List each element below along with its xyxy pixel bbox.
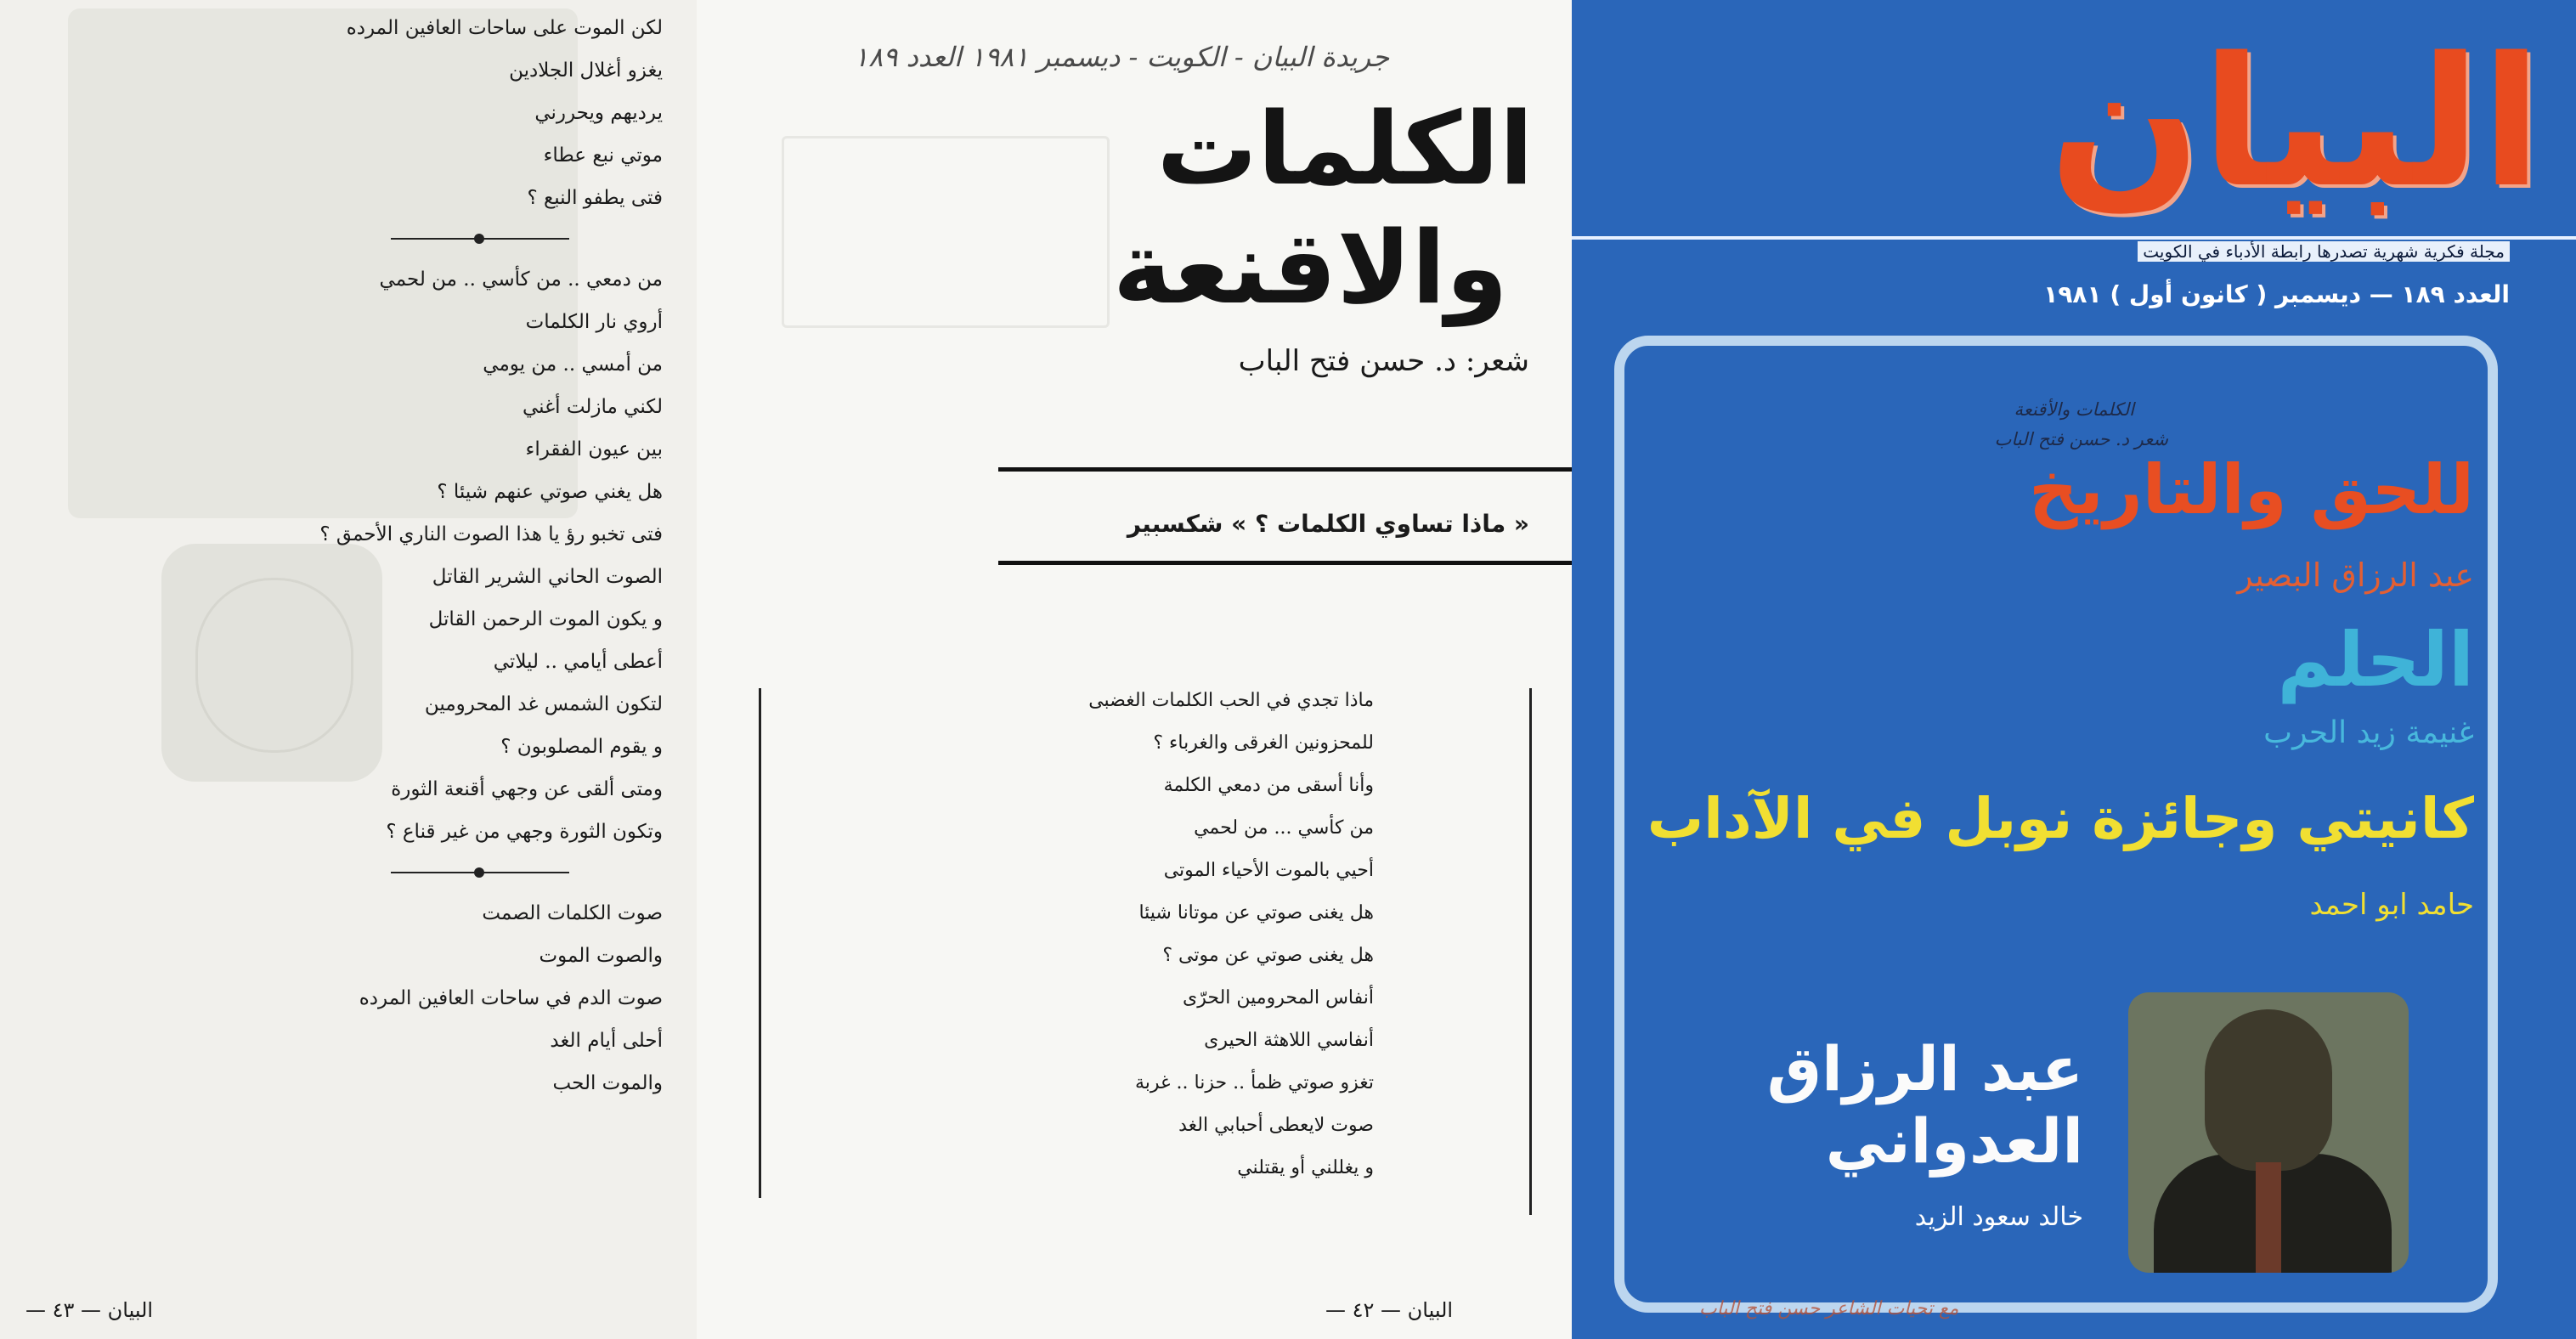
author-1: عبد الرزاق البصير: [2237, 557, 2474, 594]
handwritten-header: جريدة البيان - الكويت - ديسمبر ١٩٨١ العدد ١٨٩: [853, 41, 1390, 73]
headline-2: الحلم: [2277, 616, 2474, 703]
poem-line: وأنا أسقى من دمعي الكلمة: [1163, 775, 1374, 796]
article-title-line-1: الكلمات: [1156, 90, 1534, 207]
poem-line: أروي نار الكلمات: [525, 311, 663, 333]
middle-poem-column: [779, 680, 1374, 1189]
handwritten-note: الكلمات والأقنعة: [2014, 399, 2134, 420]
section-divider: [391, 226, 569, 251]
rule-bottom: [998, 561, 1572, 565]
poem-line: الصوت الحاني الشرير القاتل: [432, 566, 663, 588]
poem-line: والموت الحب: [552, 1072, 663, 1094]
poem-line: لتكون الشمس غد المحرومين: [424, 693, 663, 715]
poem-line: فتى تخبو رؤ يا هذا الصوت الناري الأحمق ؟: [319, 523, 663, 545]
poem-line: فتى يطفو النبع ؟: [527, 187, 663, 209]
section-divider: [391, 860, 569, 885]
poem-line: من أمسي .. من يومي: [483, 353, 663, 376]
poem-line: من كأسي ... من لحمي: [1194, 817, 1374, 839]
poem-line: ماذا تجدي في الحب الكلمات الغضبى: [1088, 690, 1374, 711]
handwritten-note: شعر د. حسن فتح الباب: [1994, 429, 2168, 449]
byline: شعر: د. حسن فتح الباب: [1238, 344, 1529, 378]
poem-line: يغزو أغلال الجلادين: [509, 59, 663, 82]
poem-line: أعطى أيامي .. ليلاتي: [493, 651, 663, 673]
poem-line: هل يغنى صوتي عن موتانا شيئا: [1138, 902, 1374, 924]
left-poem-column: [221, 7, 663, 1105]
poem-line: و يغللني أو يقتلني: [1237, 1157, 1374, 1178]
poem-line: صوت الكلمات الصمت: [482, 902, 663, 924]
poem-line: وتكون الثورة وجهي من غير قناع ؟: [386, 821, 663, 843]
poem-line: أنفاسي اللاهثة الحيرى: [1204, 1030, 1374, 1051]
poem-line: و يكون الموت الرحمن القاتل: [428, 608, 663, 630]
article-title-line-2: والاقنعة: [1112, 209, 1508, 326]
poem-line: ومتى ألقى عن وجهي أقنعة الثورة: [391, 778, 663, 800]
poem-line: صوت لايعطى أحبابي الغد: [1178, 1115, 1374, 1136]
poem-line: أنفاس المحرومين الحرّى: [1183, 987, 1374, 1008]
poem-line: أحلى أيام الغد: [550, 1030, 663, 1052]
rule-top: [998, 467, 1572, 472]
poem-line: بين عيون الفقراء: [525, 438, 663, 460]
portrait-photo: [2128, 992, 2409, 1273]
poem-line: يرديهم ويحررني: [534, 102, 663, 124]
left-page: [0, 0, 697, 1339]
issue-line: العدد ١٨٩ — ديسمبر ( كانون أول ) ١٩٨١: [2043, 280, 2510, 308]
poem-line: أحيي بالموت الأحياء الموتى: [1163, 860, 1374, 881]
poem-line: هل يغنى صوتي عن موتى ؟: [1162, 945, 1374, 966]
poem-line: والصوت الموت: [539, 945, 663, 967]
handwritten-dedication: مع تحيات الشاعر حسن فتح الباب: [1699, 1298, 1959, 1319]
poem-box-right-rule: [1529, 688, 1532, 1215]
author-3: حامد ابو احمد: [2309, 888, 2474, 922]
magazine-cover: [1572, 0, 2576, 1339]
masthead-rule: [1572, 236, 2576, 240]
page-number: البيان — ٤٢ —: [1325, 1298, 1454, 1322]
masthead-logo: البيان: [2048, 19, 2542, 227]
poem-line: هل يغني صوتي عنهم شيئا ؟: [437, 481, 663, 503]
headline-3: كانيتي وجائزة نوبل في الآداب: [1647, 786, 2474, 851]
masthead-subtitle: مجلة فكرية شهرية تصدرها رابطة الأدباء في الكويت: [2138, 241, 2510, 262]
poem-box-left-rule: [759, 688, 761, 1198]
author-2: غنيمة زيد الحرب: [2263, 715, 2474, 750]
author-4: خالد سعود الزيد: [1914, 1202, 2083, 1232]
poem-line: من دمعي .. من كأسي .. من لحمي: [379, 268, 663, 291]
epigraph: « ماذا تساوي الكلمات ؟ » شكسبير: [1127, 510, 1529, 538]
feature-name-line-2: العدواني: [1825, 1105, 2083, 1177]
poem-line: لكن الموت على ساحات العافين المرده: [346, 17, 663, 39]
poem-line: موتي نبع عطاء: [543, 144, 663, 167]
poem-line: تغزو صوتي ظمأ .. حزنا .. غربة: [1135, 1072, 1374, 1093]
poem-line: صوت الدم في ساحات العافين المرده: [359, 987, 663, 1009]
page-number: البيان — ٤٣ —: [25, 1298, 154, 1322]
feature-name-line-1: عبد الرزاق: [1766, 1033, 2083, 1105]
poem-line: للمحزونين الغرقى والغرباء ؟: [1153, 732, 1374, 754]
headline-1: للحق والتاريخ: [2029, 450, 2474, 529]
poem-line: و يقوم المصلوبون ؟: [500, 736, 663, 758]
poem-line: لكني مازلت أغني: [523, 396, 663, 418]
